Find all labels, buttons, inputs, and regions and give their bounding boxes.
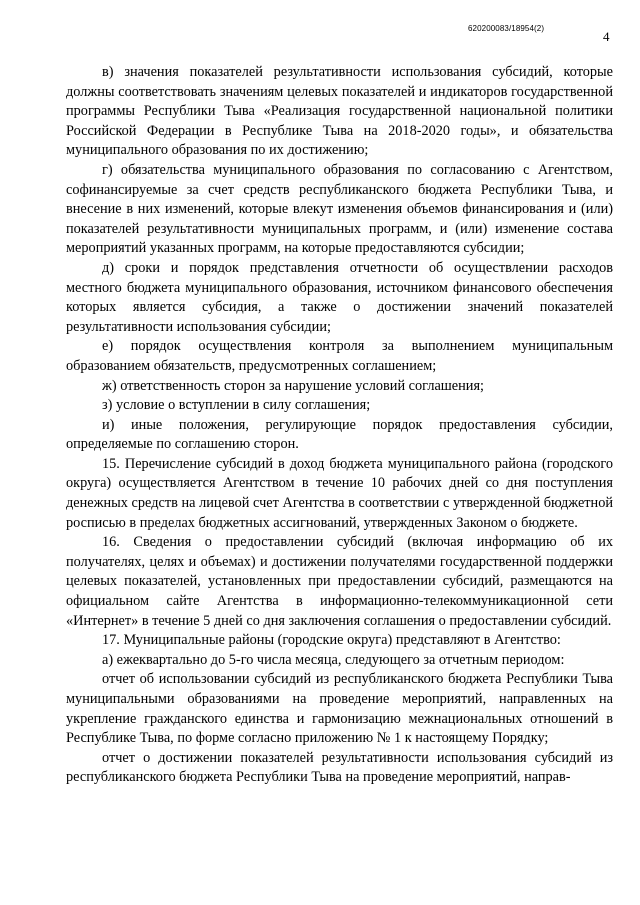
paragraph-v-indicators: в) значения показателей результативности использования субсидий, которые должны соответствовать значениям целевых показателей и индикаторов государственной программы Республики Тыва «Реализация государственной национальной политики Российской Федерации в Республике Тыва на 2018-2020 годы», и обязательства муниципального образования по их достижению; xyxy=(66,64,613,159)
paragraph-i-other-provisions: и) иные положения, регулирующие порядок предоставления субсидии, определяемые по соглашению сторон. xyxy=(66,416,613,453)
paragraph-results-report: отчет о достижении показателей результативности использования субсидий из республиканского бюджета Республики Тыва на проведение мероприятий, направ- xyxy=(66,749,613,786)
paragraph-a-quarterly: а) ежеквартально до 5-го числа месяца, следующего за отчетным периодом: xyxy=(102,651,565,668)
page-number: 4 xyxy=(603,29,610,44)
paragraph-usage-report: отчет об использовании субсидий из республиканского бюджета Республики Тыва муниципальными образованиями на проведение мероприятий, направленных на укрепление гражданского единства и гармонизацию межнациональных отношений в Республике Тыва, по форме согласно приложению № 1 к настоящему Порядку; xyxy=(66,671,613,747)
paragraph-d-reporting: д) сроки и порядок представления отчетности об осуществлении расходов местного бюджета муниципального образования, источником финансового обеспечения которых является субсидия, а также о достижении значений показателей результативности использования субсидии; xyxy=(66,259,613,335)
paragraph-z-entry-into-force: з) условие о вступлении в силу соглашения; xyxy=(102,397,371,414)
paragraph-16-information: 16. Сведения о предоставлении субсидий (включая информацию об их получателях, целях и объемах) и достижении получателями государственной поддержки целевых показателей, установленных при предоставлении субсидий, размещаются на официальном сайте Агентства в информационно-телекоммуникационной сети «Интернет» в течение 5 дней со дня заключения соглашения о предоставлении субсидий. xyxy=(66,534,613,629)
paragraph-17-reports: 17. Муниципальные районы (городские округа) представляют в Агентство: xyxy=(102,632,561,649)
paragraph-15-transfer: 15. Перечисление субсидий в доход бюджета муниципального района (городского округа) осуществляется Агентством в течение 10 рабочих дней со дня поступления денежных средств на лицевой счет Агентства в соответствии с утвержденной бюджетной росписью в пределах бюджетных ассигнований, утвержденных Законом о бюджете. xyxy=(66,455,613,531)
paragraph-zh-responsibility: ж) ответственность сторон за нарушение условий соглашения; xyxy=(102,377,485,394)
paragraph-e-control: е) порядок осуществления контроля за выполнением муниципальным образованием обязательств, предусмотренных соглашением; xyxy=(66,338,613,374)
paragraph-g-obligations: г) обязательства муниципального образования по согласованию с Агентством, софинансируемые за счет средств республиканского бюджета Республики Тыва, и внесение в них изменений, которые влекут изменения объемов финансирования и (или) показателей результативности муниципальных программ, и (или) изменение состава мероприятий указанных программ, на которые предоставляются субсидии; xyxy=(66,161,613,257)
document-body xyxy=(66,63,613,788)
document-id: 620200083/18954(2) xyxy=(468,24,545,33)
